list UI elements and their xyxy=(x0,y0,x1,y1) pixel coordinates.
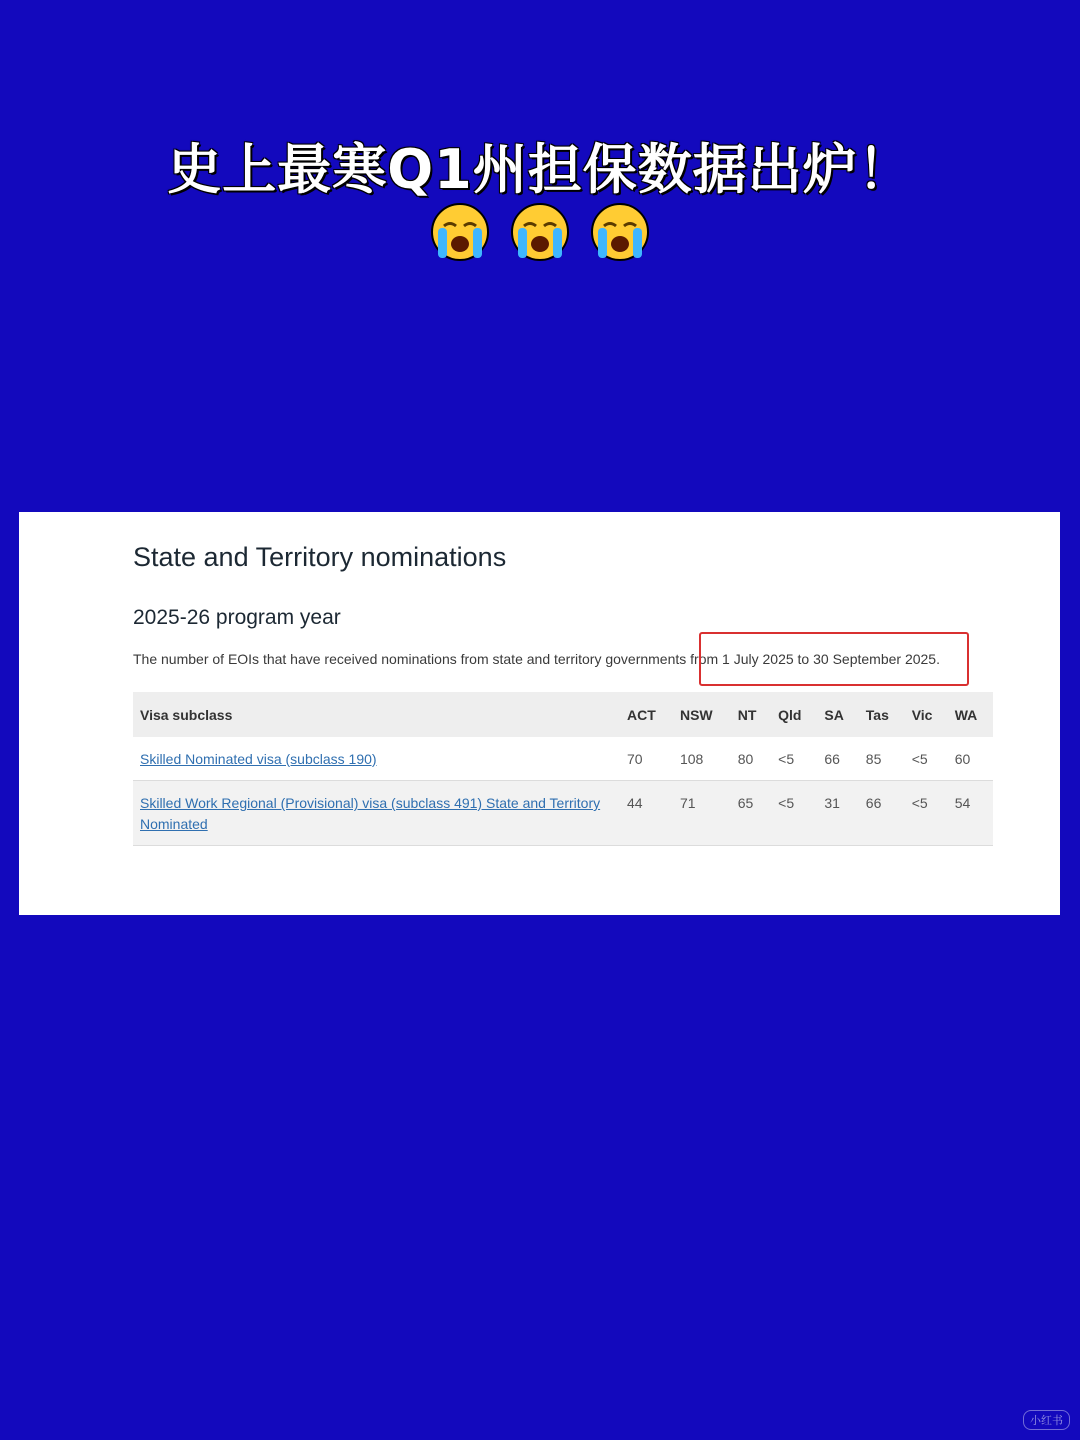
value-cell: 70 xyxy=(620,737,673,781)
value-cell: <5 xyxy=(905,737,948,781)
header-tas: Tas xyxy=(865,706,889,723)
section-title: 2025-26 program year xyxy=(133,606,341,629)
header-visa-subclass: Visa subclass xyxy=(140,706,233,723)
value-cell: 71 xyxy=(673,781,731,846)
value-cell: 66 xyxy=(817,737,858,781)
date-range-highlight xyxy=(699,632,969,686)
visa-491-link[interactable]: Skilled Work Regional (Provisional) visa (subclass 491) State and Territory Nominated xyxy=(140,795,601,832)
headline: 史上最寒Q1州担保数据出炉！ xyxy=(167,138,913,201)
value-cell: 66 xyxy=(859,781,905,846)
table-header-row xyxy=(133,692,993,737)
page-title: State and Territory nominations xyxy=(133,542,507,572)
table-row xyxy=(133,737,993,781)
nominations-table xyxy=(133,692,993,846)
watermark: 小红书 xyxy=(1023,1410,1070,1430)
value-cell: 85 xyxy=(859,737,905,781)
emoji-row xyxy=(0,200,1080,264)
value-cell: 31 xyxy=(817,781,858,846)
visa-cell xyxy=(133,737,620,781)
visa-cell xyxy=(133,781,620,846)
header-qld: Qld xyxy=(778,706,802,723)
value-cell: 60 xyxy=(948,737,993,781)
header-act: ACT xyxy=(627,706,656,723)
header-sa: SA xyxy=(824,706,844,723)
value-cell: <5 xyxy=(771,781,817,846)
crying-face-icon xyxy=(428,200,492,264)
header-wa: WA xyxy=(954,706,978,723)
value-cell: <5 xyxy=(905,781,948,846)
crying-face-icon xyxy=(508,200,572,264)
value-cell: 54 xyxy=(948,781,993,846)
header-nt: NT xyxy=(737,706,757,723)
value-cell: 80 xyxy=(731,737,771,781)
value-cell: 65 xyxy=(731,781,771,846)
header-vic: Vic xyxy=(911,706,933,723)
screenshot-card xyxy=(19,512,1060,915)
table-row xyxy=(133,781,993,846)
crying-face-icon xyxy=(588,200,652,264)
visa-190-link[interactable]: Skilled Nominated visa (subclass 190) xyxy=(140,751,377,767)
header-nsw: NSW xyxy=(679,706,713,723)
value-cell: 44 xyxy=(620,781,673,846)
value-cell: <5 xyxy=(771,737,817,781)
description-text: The number of EOIs that have received nominations from state and territory governments from 1 July 2025 to 30 September 2025. xyxy=(133,651,940,667)
value-cell: 108 xyxy=(673,737,731,781)
